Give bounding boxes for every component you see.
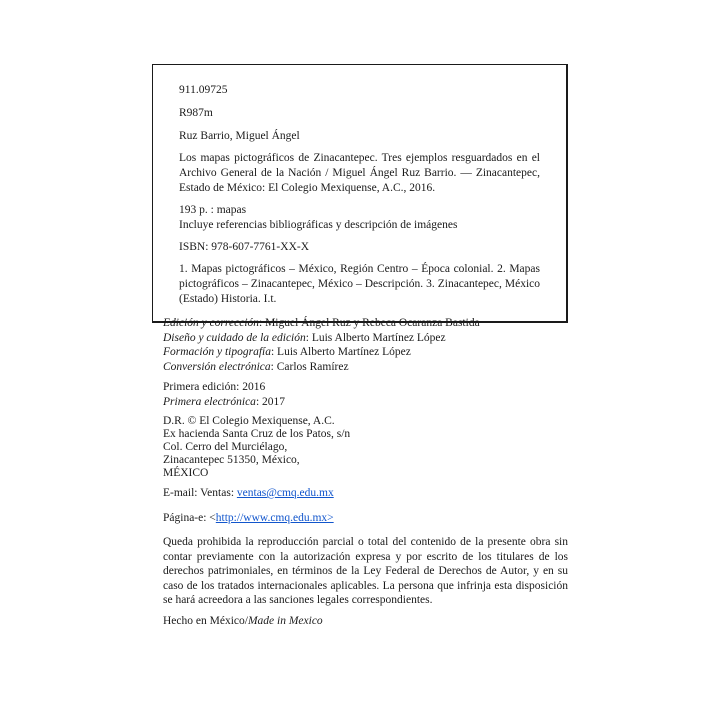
- address-line: Zinacantepec 51350, México,: [163, 454, 300, 466]
- address-line: Ex hacienda Santa Cruz de los Patos, s/n: [163, 428, 351, 440]
- credit-value: : Luis Alberto Martínez López: [270, 346, 411, 358]
- cutter-number: R987m: [179, 107, 213, 119]
- edition-block: [163, 380, 568, 409]
- credit-value: : Luis Alberto Martínez López: [305, 331, 446, 344]
- legal-notice: Queda prohibida la reproducción parcial o total del contenido de la presente obra sin contar previamente con la autorización expresa y por escrito de los titulares de los derechos patrimoniales, en términos de la Ley Federal de Derechos de Autor, y en su caso de los tratados internacionales aplicables. La persona que infrinja esta disposición se hará acreedora a las sanciones legales correspondientes.: [163, 536, 568, 606]
- credit-label: Formación y tipografía: [163, 346, 271, 358]
- credit-label: Conversión electrónica: [163, 360, 271, 373]
- credit-row: [163, 360, 568, 375]
- made-in-roman: Hecho en México/: [163, 614, 248, 627]
- publisher-block: [163, 415, 568, 480]
- website-line: [163, 511, 568, 526]
- credit-label: Diseño y cuidado de la edición: [163, 331, 306, 344]
- electronic-edition-label: Primera electrónica: [163, 395, 256, 408]
- address-line: MÉXICO: [163, 467, 209, 479]
- email-link[interactable]: ventas@cmq.edu.mx: [236, 487, 334, 499]
- collation-line: 193 p. : mapas: [179, 204, 247, 216]
- author-line: Ruz Barrio, Miguel Ángel: [179, 130, 300, 142]
- catalog-description: Los mapas pictográficos de Zinacantepec. Tres ejemplos resguardados en el Archivo General de la Nación / Miguel Ángel Ruz Barrio. — Zinacantepec, Estado de México: El Colegio Mexiquense, A.C., 2016.: [179, 152, 540, 194]
- imprint-column: [163, 316, 568, 634]
- credit-row: [163, 316, 568, 331]
- email-label: E-mail: Ventas:: [163, 487, 237, 499]
- made-in-line: [163, 614, 568, 629]
- credit-label: Edición y corrección: [163, 317, 260, 329]
- electronic-edition-line: [163, 395, 568, 410]
- call-number: 911.09725: [179, 84, 228, 96]
- email-line: [163, 486, 568, 501]
- isbn-line: ISBN: 978-607-7761-XX-X: [179, 241, 310, 253]
- rights-line: D.R. © El Colegio Mexiquense, A.C.: [163, 415, 335, 427]
- website-label: Página-e: <: [163, 511, 216, 524]
- credit-row: [163, 331, 568, 346]
- credits-block: [163, 316, 568, 374]
- made-in-italic: Made in Mexico: [247, 614, 323, 627]
- print-edition-line: Primera edición: 2016: [163, 381, 266, 393]
- address-line: Col. Cerro del Murciélago,: [163, 441, 288, 453]
- electronic-edition-value: : 2017: [255, 395, 286, 408]
- credit-value: : Carlos Ramírez: [270, 360, 349, 373]
- website-link[interactable]: http://www.cmq.edu.mx>: [215, 511, 334, 524]
- credit-value: : Miguel Ángel Ruz y Rebeca Ocaranza Bastida: [259, 317, 480, 329]
- catalog-box: [152, 64, 568, 323]
- notes-line: Incluye referencias bibliográficas y descripción de imágenes: [179, 219, 458, 231]
- subject-entries: 1. Mapas pictográficos – México, Región Centro – Época colonial. 2. Mapas pictográficos – Zinacantepec, México – Descripción. 3. Zinacantepec, México (Estado) Historia. I.t.: [179, 263, 540, 305]
- credit-row: [163, 345, 568, 360]
